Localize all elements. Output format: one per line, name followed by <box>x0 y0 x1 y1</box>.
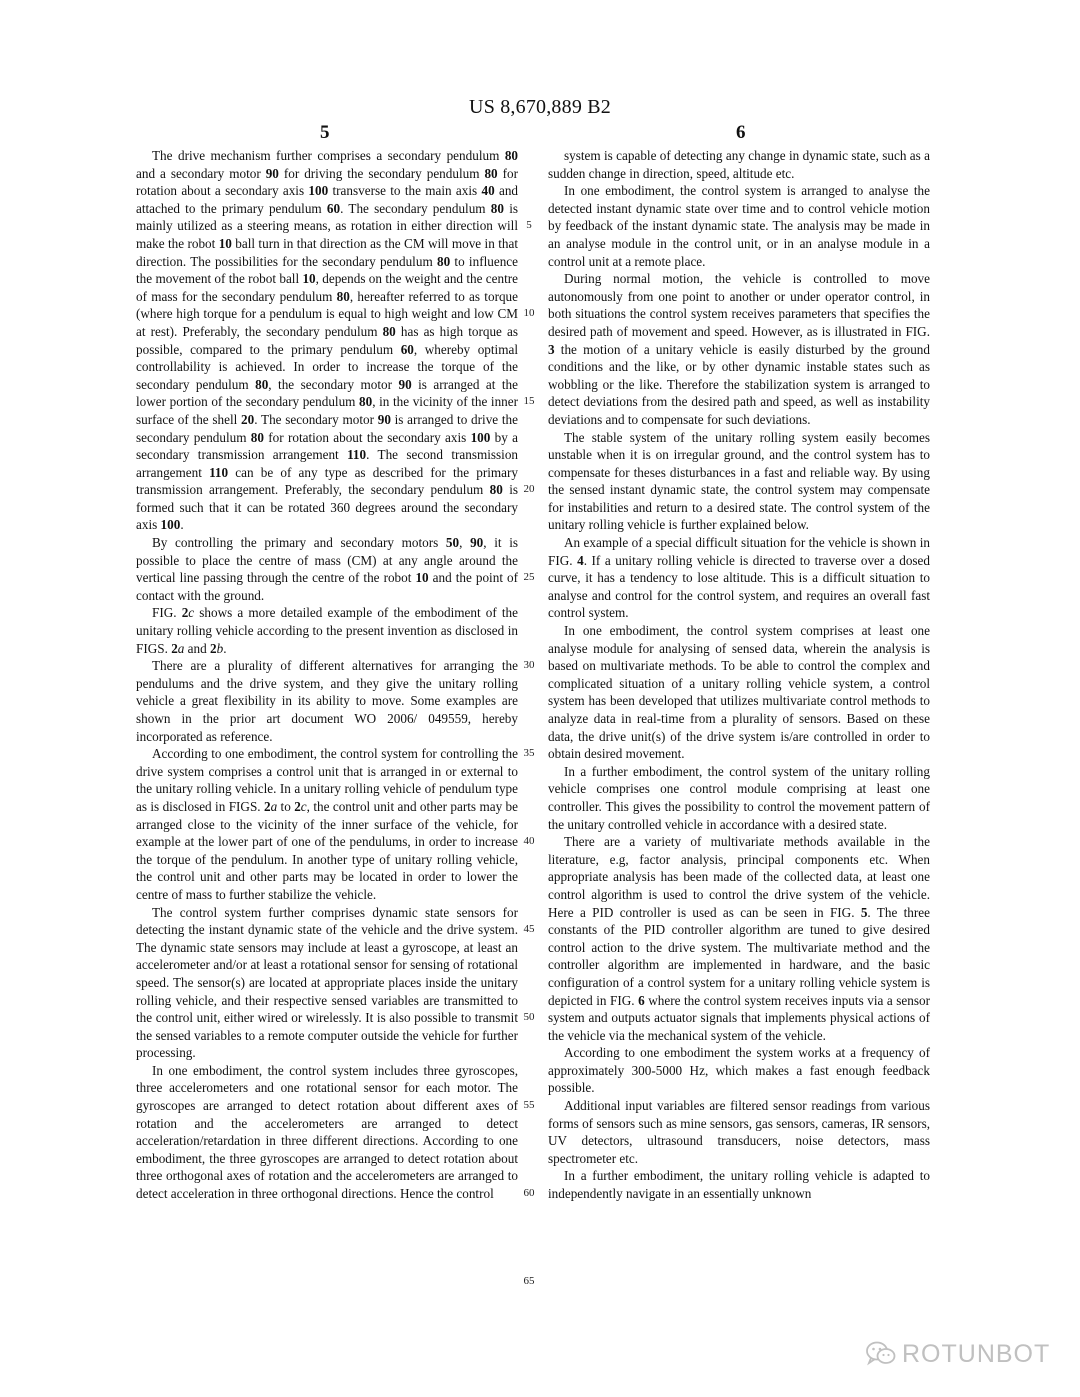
line-number: 65 <box>523 1275 535 1288</box>
left-column-number: 5 <box>320 122 330 143</box>
line-number: 40 <box>523 835 535 848</box>
paragraph: There are a variety of multivariate methods available in the literature, e.g, factor analysis, principal components etc. When appropriate analysis has been made of the collected data, at least one control algorithm is used to control the drive system of the vehicle. Here a PID controller is used as can be seen in FIG. 5. The three constants of the PID controller algorithm are tuned to give desired control action to the drive system. The multivariate method and the controller algorithm are implemented in hardware, and the basic configuration of a control system for a unitary rolling vehicle system is depicted in FIG. 6 where the control system receives inputs via a sensor system and outputs actuator signals that implements physical actions of the vehicle via the mechanical system of the vehicle. <box>548 834 930 1043</box>
paragraph: By controlling the primary and secondary motors 50, 90, it is possible to place the centre of mass (CM) at any angle around the vertical line passing through the centre of the robot 10 and the point of contact with the ground. <box>136 535 519 603</box>
watermark <box>866 1340 1050 1368</box>
line-number: 50 <box>523 1011 535 1024</box>
paragraph: According to one embodiment, the control system for controlling the drive system comprises a control unit that is arranged in or external to the unitary rolling vehicle. In a unitary rolling vehicle of pendulum type as is disclosed in FIGS. 2a to 2c, the control unit and other parts may be arranged close to the vicinity of the inner surface of the vehicle, for example at the lower part of one of the pendulums, in order to increase the torque of the pendulum. In another type of unitary rolling vehicle, the control unit and other parts may be located in order to lower the centre of mass to further stabilize the vehicle. <box>136 746 518 902</box>
paragraph: Additional input variables are filtered sensor readings from various forms of sensors such as mine sensors, gas sensors, cameras, IR sensors, UV detectors, ultrasound transducers, noise detectors, mass spectrometer etc. <box>548 1098 931 1166</box>
paragraph: According to one embodiment the system works at a frequency of approximately 300-5000 Hz, which makes a fast enough feedback possible. <box>548 1045 930 1096</box>
paragraph: The stable system of the unitary rolling system easily becomes unstable when it is on irregular ground, and the control system has to compensate for theses disturbances in a fast and reliable way. By using the sensed instant dynamic state, the control system may compensate for instabilities and return to a desired state. The control system of the unitary rolling vehicle is further explained below. <box>548 429 930 533</box>
line-number: 30 <box>523 659 535 672</box>
paragraph: During normal motion, the vehicle is controlled to move autonomously from one point to another or under operator control, in both situations the control system receives parameters that specifies the desired path of movement and speed. However, as is illustrated in FIG. 3 the motion of a unitary vehicle is easily disturbed by the ground conditions and the like, or by other dynamic instable states such as wobbling or the like. Therefore the stabilization system is arranged to detect deviations from the desired path and speed, as well as instability deviations and to compensate for such deviations. <box>548 271 930 427</box>
line-number: 45 <box>523 923 535 936</box>
watermark-text: ROTUNBOT <box>902 1339 1051 1368</box>
line-number: 20 <box>523 483 535 496</box>
paragraph: There are a plurality of different alternatives for arranging the pendulums and the drive system, and they give the unitary rolling vehicle a great flexibility in its ability to move. Some examples are shown in the prior art document WO 2006/ 049559, hereby incorporated as reference. <box>136 658 518 744</box>
paragraph: In one embodiment, the control system is arranged to analyse the detected instant dynamic state over time and to control vehicle motion by feedback of the instant dynamic state. The analysis may be made in an analyse module in the control unit, or in an analyse module in a control unit at a remote place. <box>548 183 930 269</box>
paragraph: The drive mechanism further comprises a secondary pendulum 80 and a secondary motor 90 for driving the secondary pendulum 80 for rotation about a secondary axis 100 transverse to the main axis 40 and attached to the primary pendulum 60. The secondary pendulum 80 is mainly utilized as a steering means, as rotation in either direction will make the robot 10 ball turn in that direction as the CM will move in that direction. The possibilities for the secondary pendulum 80 to influence the movement of the robot ball 10, depends on the weight and the centre of mass for the secondary pendulum 80, hereafter referred to as torque (where high torque for a pendulum is equal to high weight and low CM at rest). Preferably, the secondary pendulum 80 has as high torque as possible, compared to the primary pendulum 60, whereby optimal controllability is achieved. In order to increase the torque of the secondary pendulum 80, the secondary motor 90 is arranged at the lower portion of the secondary pendulum 80, in the vicinity of the inner surface of the shell 20. The secondary motor 90 is arranged to drive the secondary pendulum 80 for rotation about the secondary axis 100 by a secondary transmission arrangement 110. The second transmission arrangement 110 can be of any type as described for the primary transmission arrangement. Preferably, the secondary pendulum 80 is formed such that it can be rotated 360 degrees around the secondary axis 100. <box>136 148 519 533</box>
line-number: 35 <box>523 747 535 760</box>
wechat-icon <box>866 1341 896 1367</box>
paragraph: FIG. 2c shows a more detailed example of the embodiment of the unitary rolling vehicle according to the present invention as disclosed in FIGS. 2a and 2b. <box>136 605 518 656</box>
paragraph: In a further embodiment, the control system of the unitary rolling vehicle comprises one control module comprising at least one controller. This gives the possibility to control the movement pattern of the unitary controlled vehicle in accordance with a desired state. <box>548 763 930 832</box>
line-number: 10 <box>523 307 535 320</box>
line-number: 25 <box>523 571 535 584</box>
paragraph: An example of a special difficult situation for the vehicle is shown in FIG. 4. If a unitary rolling vehicle is directed to traverse over a dosed curve, it has a tendency to lose altitude. This is a difficult situation to analyse and control for the control system, and requires an overall fast control system. <box>548 535 930 621</box>
paragraph: system is capable of detecting any change in dynamic state, such as a sudden change in direction, speed, altitude etc. <box>548 148 930 181</box>
line-number: 5 <box>526 219 532 232</box>
line-number: 15 <box>523 395 535 408</box>
patent-number: US 8,670,889 B2 <box>469 96 611 118</box>
line-number: 55 <box>523 1099 535 1112</box>
right-column-number: 6 <box>736 122 746 143</box>
paragraph: In one embodiment, the control system includes three gyroscopes, three accelerometers and one rotational sensor for each motor. The gyroscopes are arranged to detect rotation about different axes of rotation and the accelerometers are arranged to detect acceleration/retardation in three different directions. According to one embodiment, the three gyroscopes are arranged to detect rotation about three orthogonal axes of rotation and the accelerometers are arranged to detect acceleration in three orthogonal directions. Hence the control <box>136 1062 518 1202</box>
paragraph: In a further embodiment, the unitary rolling vehicle is adapted to independently navigate in an essentially unknown <box>548 1168 930 1202</box>
left-text-column <box>136 147 518 1203</box>
paragraph: In one embodiment, the control system comprises at least one analyse module for analysing of sensed data, wherein the analysis is based on multivariate methods. To be able to control the complex and complicated situation of a unitary rolling vehicle system, a control system has been developed that utilizes multivariate control methods to analyze data in real-time from a plurality of sensors. Based on these data, the drive unit(s) of the drive system is/are controlled in order to obtain desired movement. <box>548 623 930 762</box>
right-text-column <box>548 147 930 1203</box>
paragraph: The control system further comprises dynamic state sensors for detecting the instant dynamic state of the vehicle and the drive system. The dynamic state sensors may include at least a gyroscope, at least an accelerometer and/or at least a rotational sensor for sensing of rotational speed. The sensor(s) are located at appropriate places inside the unitary rolling vehicle, and their respective sensed variables are transmitted to the control unit, either wired or wirelessly. It is also possible to transmit the sensed variables to a remote computer outside the vehicle for further processing. <box>136 904 518 1061</box>
line-number: 60 <box>523 1187 535 1200</box>
